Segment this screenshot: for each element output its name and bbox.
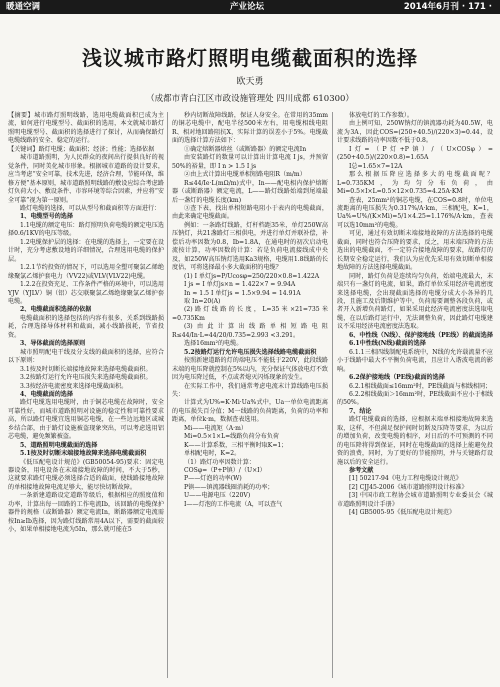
paragraph: 1.2电缆保护层的选择：在电缆的选择上，一定要在设计时，充分考虑敷设地的详细情况，合理选用电缆的保护层。 — [8, 238, 164, 263]
paragraph: 【关键词】路灯电缆；截面积；经济；性能；选择依据 — [8, 145, 155, 153]
paragraph: 例如：一条路灯线路，灯杆档距35米，单灯250W高压钠灯，共21盏路灯三相供电，并进行单灯并联补偿，补偿后功率因数为0.8，Ib=1.8A，在通电时的初次启动电流按计算，功率因数的计算：若是负荷电流接线成中央及，如250W高压钠灯选用Ka3规格，电缆用1.8线路的长度估，可将选择最小多大截面积的电缆？ — [172, 221, 328, 272]
paragraph: 取 In=20(A) — [184, 297, 221, 305]
paragraph: 由上例可知，250W钠灯的镇流器功耗为40.5W，电流为3A，因此COS=(250+40.5)/(220×3)=0.44，设计要求线路的功率因数不低于0.8。 — [337, 120, 493, 145]
paragraph: 6.2.2相线截面＞16mm²时，PE线截面不应小于相线的50%。 — [337, 390, 493, 407]
paragraph: 那么根据压降应选择多大的电缆截面呢？L=0.735KM，为均匀分布负荷，由Mi=0.5×I×L=0.5×12×0.735=4.25A·KM — [337, 171, 493, 196]
paragraph: 由安装路灯的数量可以计算出计算电流 I js，并预留50%的裕量，即 I n > 1.5 I js — [172, 154, 328, 170]
paragraph: I灯=（P灯+P镇）/（U×COSφ）=(250+40.5)/(220×0.8)=1.65A — [337, 145, 493, 162]
paragraph: In ≈ 1.5 I 单灯js = 1.5×9.94 = 14.91A — [184, 289, 301, 297]
section-heading: 3、导体截面的选择原则 — [20, 340, 86, 348]
paragraph: [1] 50217-94《电力工程电缆设计规范》 — [349, 475, 462, 483]
paragraph: 秒内切断故障线路，保证人身安全。在常用的35mm的铜芯电缆中，配电半径500米左右，用电缆相线电阻R、相对地回路阻抗X，实际计算的误差小于5%。电缆截面的选择计算方法如下： — [172, 112, 328, 145]
paragraph: 查表，25mm²的铜芯电缆，在COS=0.8时，单位电流距离的电压损失为0.317%/A·km，三相配电，K=1，Ua%=U%/(K×Mi)=5/1×4.25=1.176%/A·km，查表可以选10mm²的电缆。 — [337, 196, 493, 229]
paragraph: 可见，通过有效切断末端接地故障的方法选择的电缆截面，同时也符合压降的要求，反之，用末端压降的方法选出的电缆截面，不一定符合接地故障的要求，故路灯的长期安全稳定运行，我们认为应优先采用有效切断单相接地故障的方法选择电缆截面。 — [337, 230, 493, 272]
paragraph: Mi——电流矩（A·m） — [184, 424, 247, 432]
paragraph: (2)路灯线路的长度，L=35米×21=735米=0.735Km — [172, 306, 328, 322]
paragraph: K——计算系数，三相平衡时取K=1； — [184, 441, 288, 449]
section-heading: 5.2按路灯运行允许电压损失选择线路电缆截面积 — [184, 348, 317, 356]
paragraph: 在实际工作中，我们通常考虑电流末计算线路电压损失： — [172, 382, 328, 398]
text-column-2 — [172, 112, 328, 509]
article-author: 欧天勇 — [236, 77, 264, 87]
journal-name: 暖通空调 — [6, 2, 41, 12]
paragraph: 路灯电缆选用电缆时，由于铜芯电缆在故障时，安全可靠性好，而城市道路照明对设施的稳定性和可靠性要求高，所以路灯电缆宜选用铜芯电缆，在一些边远地区或城乡结合部，由于路灯设施被盗现象突出，可以考虑选用铝芯电缆，避免频繁被盗。 — [8, 399, 164, 441]
section-heading: 5、道路照明电缆截面的选择 — [20, 441, 98, 449]
journal-header — [0, 0, 500, 14]
paragraph: 1.2.2在投资充足、工作条件严格的环境中，可以选用YJV（YJLV）铜（铝）芯交联聚氯乙烯绝缘聚氯乙烯护套电缆。 — [8, 281, 164, 305]
paragraph: P——灯泡的功率(W) — [184, 475, 242, 483]
paragraph: ②由上式计算出电缆单相短路电阻R（m/m） — [184, 171, 306, 179]
paragraph: 1.2.1节约投资的情况下，可以选用全塑可聚氯乙烯绝缘聚氯乙烯护套电力（VV22)或VLV(VLV22)电缆。 — [8, 264, 164, 280]
section-heading: 6、中性线（N线）、保护接地线（PE线）的截面选择 — [349, 331, 493, 339]
paragraph: 路灯电缆的选择，可以从型号和截面积等方面进行： — [20, 204, 161, 212]
paragraph: 路灯电缆截面的选择，应根据末端单相接地故障来选取，这样，不但满足保护间时切断及压降等要求，为以后的增加负荷，改变电缆的相序，对日后的不可预测的不同的电压降将得到保证，同时在电缆截面的选择上能避免投资的浪费，同时，为了更好的节能照明，并与关键路灯设施以后的安全运行。 — [337, 416, 493, 466]
paragraph: 一条新建道路设定道路等级后，根据相应的照度值和功率，计算出每一回路的工作电流Ib，该回路的电缆保护器件的规格（或断路器）额定电流In，断路器额定电流需按In≥Ib选择，因为路灯线路常用4A以下，需要的截面较小，如果单相接地电流为5In，那么就可能在5 — [8, 492, 164, 534]
paragraph: ①确定熔断器熔丝（或断路器）的额定电流In — [184, 145, 307, 153]
paragraph: (1) I 单灯js=P/Ucosφ=250/220×0.8=1.422A — [184, 272, 320, 280]
paragraph: 3.3按经济电流密度来选择电缆截面积。 — [20, 382, 128, 390]
issue-and-page: 2014年6月刊 · 171 · — [403, 2, 492, 12]
paragraph: [3] 中国市政工程协会城市道路照明专业委员会《城市道路照明设计手册》 — [337, 492, 493, 508]
paragraph: I总=1.65×7=12A — [349, 162, 403, 170]
article-title: 浅议城市路灯照明电缆截面积的选择 — [82, 46, 418, 70]
paragraph: 城市道路照明，为人民群众的夜间出行提供良好的视觉条件，同时美化城市形象。根据城市道路的设计要求，应当考虑“安全可靠，技术先进，经济合理，节能环保，维修方便”基本原则，城市道路照明线路的敷设应综合考虑路灯负荷大小、敷设条件、市容环境等综合因素，并应将“安全可靠”视为第一原则。 — [8, 154, 164, 204]
paragraph: COSφ=（P+P镇）/（U×I） — [184, 467, 266, 475]
section-heading: 2、电缆截面积选择的依据 — [20, 306, 92, 314]
paragraph: ③查下表，找出单相短路电阻小于表内的电缆截面，由此来确定电缆截面。 — [172, 204, 328, 221]
paragraph: 选择16mm²的电缆。 — [184, 340, 243, 348]
paragraph: 同时，路灯负荷是连续均匀负荷，始端电流最大，末端只有一盏灯的电流，如果，路灯单位采用经济电流密度来选择电缆，会出现截面选择的电缆分成大小各异的几段，且施工及后期维护等中，负荷需要调整各段负荷，或者开入新增负荷路灯，如果采用此经济电流密度法选取电缆，在以后路灯运行中，无法调整负荷，因此路灯电缆建议不采用经济电流密度法选取。 — [337, 272, 493, 331]
author-affiliation: （成都市青白江区市政设施管理处 四川成都 610300） — [146, 94, 354, 104]
paragraph: 按照新建道路的灯的端电压不能低于220V，此段线路末端的电压降就控制在5%以内，充分保证气体放电灯不致因为电压降过低，不点或者熄灭闪烁现象的发生。 — [172, 357, 329, 382]
paragraph: 6.2.1相线截面≤16mm²时，PE线截面与相线相同； — [349, 382, 492, 390]
text-column-1 — [8, 112, 164, 535]
paragraph: 1.1电缆的额定电压：路灯照明负荷电缆的额定电压选择0.6/1KV的电压等级。 — [8, 221, 164, 238]
paragraph: （1）路灯功率因数计算： — [184, 458, 255, 466]
paragraph: Mi=0.5×1×L=线路负荷分布负荷 — [184, 433, 279, 441]
paragraph: I js = I 单灯js×n = 1.422×7 = 9.94A — [184, 281, 296, 289]
paragraph: P镇——镇流器线圈消耗的功率； — [184, 483, 274, 491]
paragraph: 6.1.1三相四线制配电系统中，N线的允许载流量不应小于线路中最大不平衡负荷电流，且应计入谐波电流的影响。 — [337, 348, 493, 373]
paragraph: 3.1按及时切断长端接地故障来选择电缆截面积。 — [20, 365, 152, 373]
column-divider — [332, 112, 333, 678]
paragraph: 《低压配电设计规范》(GB50054-95)要求：固定电器设备，用电设备在末端接地故障的时间，不大于5秒，这就要求路灯电缆必须选择合适的截面，使线路接地故障的单相接地故障电流足够大，能尽快切断故障。 — [8, 458, 164, 491]
text-column-3 — [337, 112, 493, 518]
section-heading: 参考文献 — [349, 467, 374, 475]
column-divider — [167, 112, 168, 678]
paragraph: [2] CJJ45-2006《城市道路照明设计标准》 — [349, 483, 468, 491]
section-heading: 5.1按及时切断末端接地故障来选择电缆截面积 — [20, 450, 147, 458]
paragraph: 城市照明配电干线及分支线的截面积的选择，应符合以下原则： — [8, 348, 164, 365]
section-heading: 6.2保护接地线（PE线)截面的选择 — [349, 374, 445, 382]
section-name: 产业论坛 — [230, 2, 265, 12]
paragraph: R≤44/Ie·L(mΩ/m)式中，In——配电相内保护熔断器（或断路器）额定电流，L——路灯线路始端到尾端最后一盏灯的电缆长度(km) — [172, 179, 328, 204]
paragraph: 电缆截面积的选择包括的内容有很多，关系到线路损耗，合理选择导体材料和截面，减小线路损耗，节省投资。 — [8, 314, 164, 339]
paragraph: [4] GB5005-95《低压配电设计规范》 — [349, 509, 456, 517]
paragraph: 单相配电时，K=2。 — [184, 450, 241, 458]
paragraph: 3.2按路灯运行允许电压损失来选择电缆截面积。 — [20, 374, 152, 382]
paragraph: I——灯泡的工作电流（A，可以查气 — [184, 500, 283, 508]
paragraph: U——电源电压（220V) — [184, 492, 251, 500]
section-heading: 6.1中性线(N线)截面的选择 — [349, 340, 426, 348]
paragraph: (3)由此计算出线路单相短路电阻 R≤44/In·L=44/20/0.735=2.993 <3.291。 — [172, 323, 328, 339]
paragraph: 体放电灯的工作参数）。 — [349, 112, 413, 119]
section-heading: 4、电缆截面的选择 — [20, 390, 73, 398]
paragraph: 【摘要】城市路灯照明线路，选用电缆截面积已成为主流，如何进行电缆型号、截面积的选用，本文就城市路灯照明电缆型号、截面积的选择进行了探讨，从而确保路灯电缆线路的安全、稳定的运行。 — [8, 112, 164, 145]
section-heading: 1、电缆型号的选择 — [20, 213, 73, 221]
paragraph: 计算式为U%=K·Mi·Ua%式中，Ua一单位电流距离的电压损失百分值；M一线路的负荷距离，负荷的功率和距离，单位k·m，数据查表选用。 — [172, 399, 328, 424]
section-heading: 7、结论 — [349, 407, 372, 415]
